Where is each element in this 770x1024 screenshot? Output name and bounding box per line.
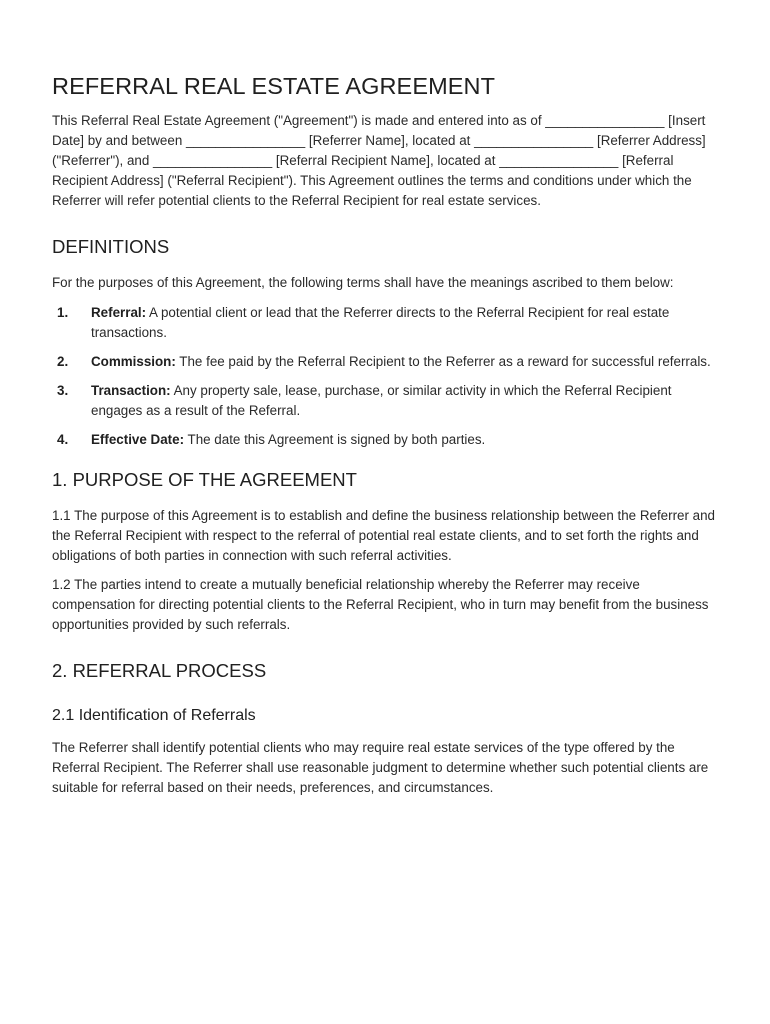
definition-item-transaction (52, 381, 724, 421)
purpose-paragraph-1: 1.1 The purpose of this Agreement is to establish and define the business relationship between the Referrer and the Referral Recipient with respect to the referral of potential real estate clients, and to set forth the rights and obligations of both parties in connection with such referral activities. (52, 508, 716, 563)
definition-text: The date this Agreement is signed by both parties. (184, 432, 486, 447)
definition-item-commission (52, 352, 724, 372)
document-page (52, 70, 724, 798)
purpose-paragraph-2: 1.2 The parties intend to create a mutually beneficial relationship whereby the Referrer may receive compensation for directing potential clients to the Referral Recipient, who in turn may benefit from the business opportunities provided by such referrals. (52, 577, 709, 632)
definition-item-effective-date (52, 430, 724, 450)
intro-paragraph: This Referral Real Estate Agreement ("Agreement") is made and entered into as of ________________ [Insert Date] by and between ________________ [Referrer Name], located at ________________ [Referrer Address] ("Referrer"), and ________________ [Referral Recipient Name], located at ________________ [Referral Recipient Address] ("Referral Recipient"). This Agreement outlines the terms and conditions under which the Referrer will refer potential clients to the Referral Recipient for real estate services. (52, 113, 706, 208)
definition-term: Effective Date: (91, 432, 185, 447)
definition-text: The fee paid by the Referral Recipient to the Referrer as a reward for successful referrals. (175, 354, 711, 369)
list-number: 2. (57, 354, 69, 369)
identification-subheading: 2.1 Identification of Referrals (52, 707, 256, 724)
definition-term: Commission: (91, 354, 176, 369)
definition-text: Any property sale, lease, purchase, or similar activity in which the Referral Recipient engages as a result of the Referral. (91, 383, 672, 418)
definition-term: Referral: (91, 305, 147, 320)
purpose-heading: 1. PURPOSE OF THE AGREEMENT (52, 469, 357, 490)
definition-text: A potential client or lead that the Referrer directs to the Referral Recipient for real estate transactions. (91, 305, 670, 340)
definition-term: Transaction: (91, 383, 171, 398)
definitions-lead: For the purposes of this Agreement, the following terms shall have the meanings ascribed to them below: (52, 275, 674, 290)
list-number: 3. (57, 383, 69, 398)
definitions-list (52, 303, 724, 450)
list-number: 1. (57, 305, 69, 320)
definitions-heading: DEFINITIONS (52, 236, 170, 257)
referral-process-heading: 2. REFERRAL PROCESS (52, 660, 267, 681)
identification-paragraph: The Referrer shall identify potential clients who may require real estate services of the type offered by the Referral Recipient. The Referrer shall use reasonable judgment to determine whether such potential clients are suitable for referral based on their needs, preferences, and circumstances. (52, 740, 709, 795)
list-number: 4. (57, 432, 69, 447)
document-title: REFERRAL REAL ESTATE AGREEMENT (52, 73, 496, 99)
definition-item-referral (52, 303, 724, 343)
